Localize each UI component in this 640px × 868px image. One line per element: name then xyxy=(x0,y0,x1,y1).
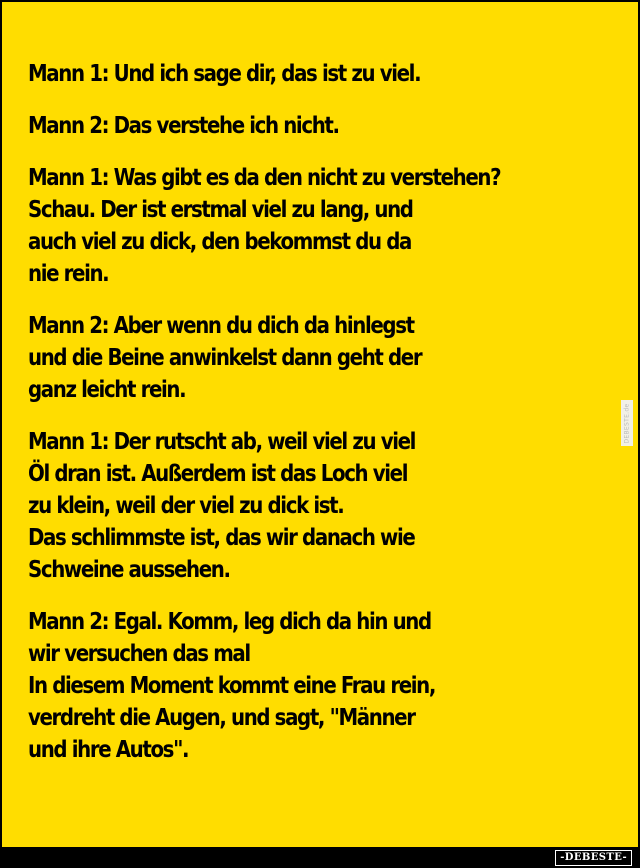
text-line: Mann 2: Egal. Komm, leg dich da hin und xyxy=(28,609,431,635)
paragraph-6 xyxy=(28,606,613,766)
dialogue-text xyxy=(28,58,613,766)
paragraph-5 xyxy=(28,426,613,586)
side-watermark-text: DEBESTE.de xyxy=(623,403,631,443)
text-line: ganz leicht rein. xyxy=(28,377,186,403)
text-line: zu klein, weil der viel zu dick ist. xyxy=(28,493,344,519)
paragraph-1 xyxy=(28,58,613,90)
text-line: Mann 1: Der rutscht ab, weil viel zu viel xyxy=(28,429,416,455)
paragraph-4 xyxy=(28,310,613,406)
text-line: Mann 2: Aber wenn du dich da hinlegst xyxy=(28,313,414,339)
text-line: Schweine aussehen. xyxy=(28,557,230,583)
text-line: Mann 1: Was gibt es da den nicht zu verstehen? xyxy=(28,165,501,191)
text-line: wir versuchen das mal xyxy=(28,641,250,667)
text-line: Mann 2: Das verstehe ich nicht. xyxy=(28,113,339,139)
paragraph-3 xyxy=(28,162,613,290)
text-line: und die Beine anwinkelst dann geht der xyxy=(28,345,422,371)
text-line: auch viel zu dick, den bekommst du da xyxy=(28,229,411,255)
text-line: Das schlimmste ist, das wir danach wie xyxy=(28,525,415,551)
text-panel xyxy=(2,2,638,847)
text-line: verdreht die Augen, und sagt, "Männer xyxy=(28,705,415,731)
text-line: In diesem Moment kommt eine Frau rein, xyxy=(28,673,436,699)
text-line: Schau. Der ist erstmal viel zu lang, und xyxy=(28,197,413,223)
paragraph-2 xyxy=(28,110,613,142)
text-line: Mann 1: Und ich sage dir, das ist zu viel. xyxy=(28,61,421,87)
side-watermark xyxy=(621,400,633,446)
site-logo: -DEBESTE- xyxy=(555,850,632,866)
bottom-bar xyxy=(0,847,640,868)
text-line: und ihre Autos". xyxy=(28,737,189,763)
text-line: Öl dran ist. Außerdem ist das Loch viel xyxy=(28,461,408,487)
text-line: nie rein. xyxy=(28,261,109,287)
